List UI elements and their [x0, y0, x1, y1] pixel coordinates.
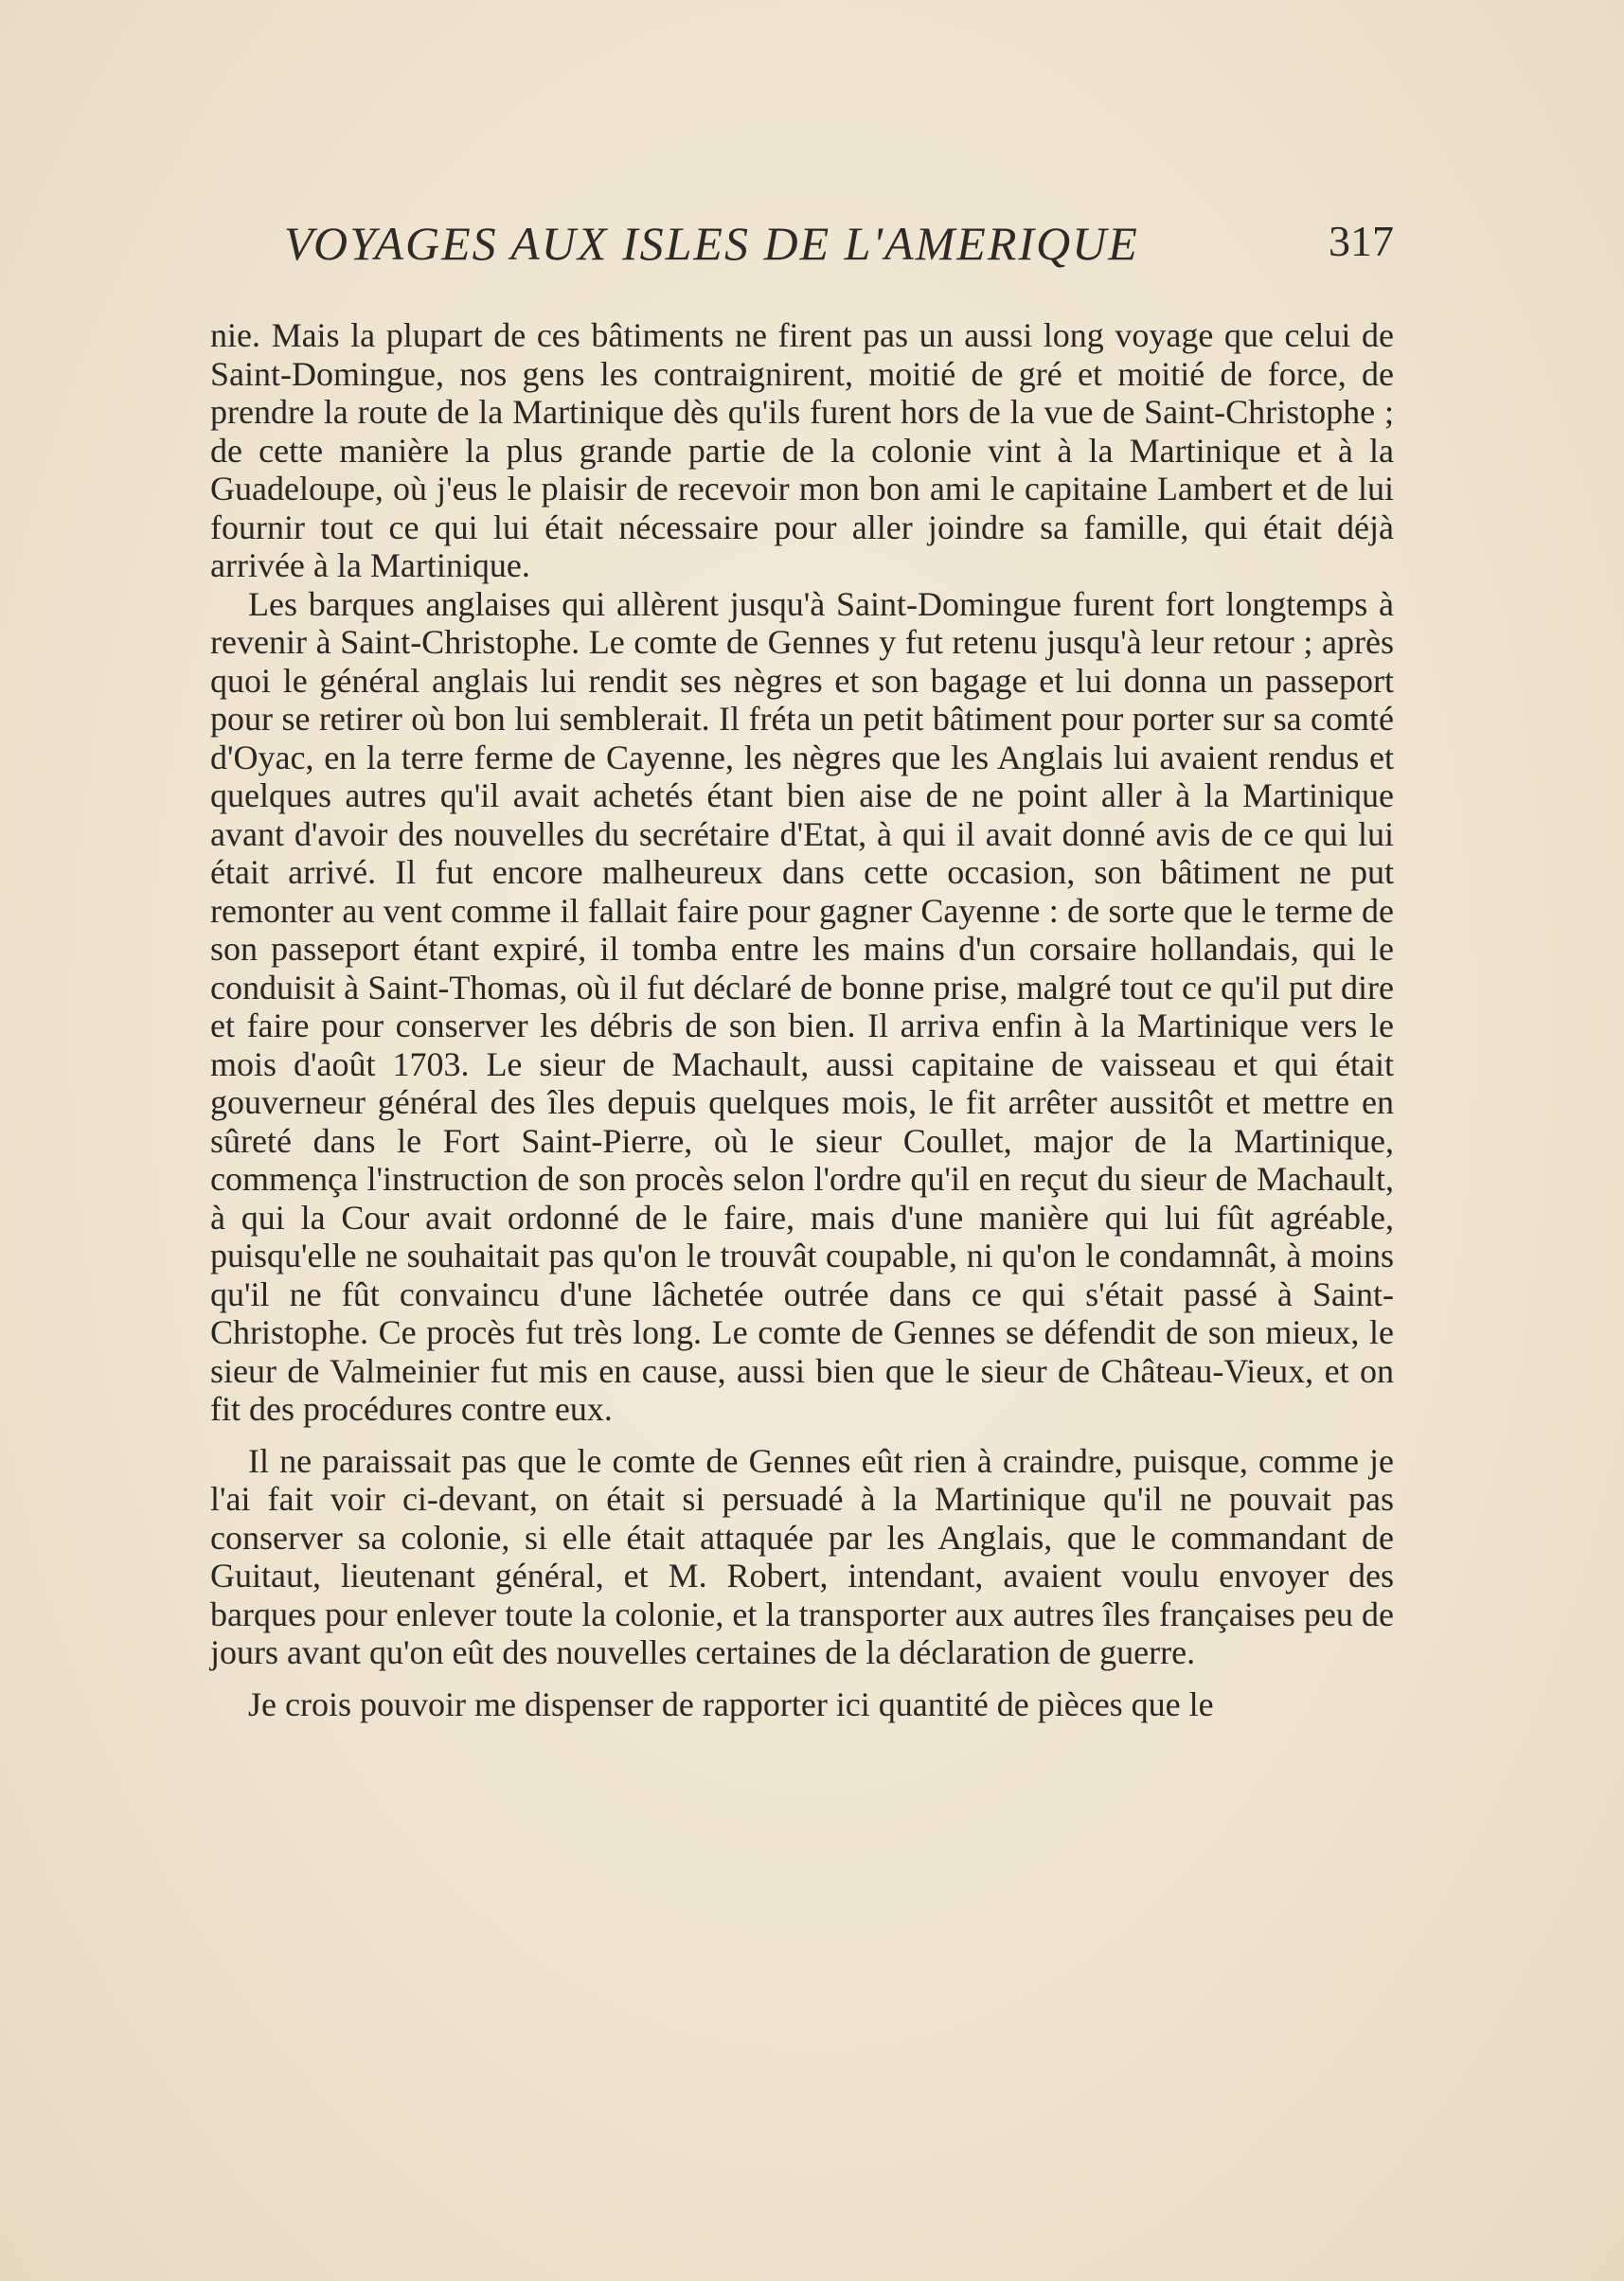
page-header — [284, 216, 1394, 282]
paragraph-3: Il ne paraissait pas que le comte de Gennes eût rien à craindre, puisque, comme je l'ai fait voir ci-devant, on était si persuadé à la Martinique qu'il ne pouvait pas conserver sa colonie, si elle était attaquée par les Anglais, que le commandant de Guitaut, lieutenant général, et M. Robert, intendant, avaient voulu envoyer des barques pour enlever toute la colonie, et la transporter aux autres îles françaises peu de jours avant qu'on eût des nouvelles certaines de la déclaration de guerre. — [210, 1441, 1394, 1671]
paragraph-4: Je crois pouvoir me dispenser de rapporter ici quantité de pièces que le — [248, 1684, 1214, 1723]
paragraph-1: nie. Mais la plupart de ces bâtiments ne firent pas un aussi long voyage que celui de Saint-Domingue, nos gens les contraignirent, moitié de gré et moitié de force, de prendre la route de la Martinique dès qu'ils furent hors de la vue de Saint-Christophe ; de cette manière la plus grande partie de la colonie vint à la Martinique et à la Guadeloupe, où j'eus le plaisir de recevoir mon bon ami le capitaine Lambert et de lui fournir tout ce qui lui était nécessaire pour aller joindre sa famille, qui était déjà arrivée à la Martinique. — [210, 316, 1394, 584]
body-text — [210, 316, 1394, 1723]
paragraph-2: Les barques anglaises qui allèrent jusqu'à Saint-Domingue furent fort longtemps à revenir à Saint-Christophe. Le comte de Gennes y fut retenu jusqu'à leur retour ; après quoi le général anglais lui rendit ses nègres et son bagage et lui donna un passeport pour se retirer où bon lui semblerait. Il fréta un petit bâtiment pour porter sur sa comté d'Oyac, en la terre ferme de Cayenne, les nègres que les Anglais lui avaient rendus et quelques autres qu'il avait achetés étant bien aise de ne point aller à la Martinique avant d'avoir des nouvelles du secrétaire d'Etat, à qui il avait donné avis de ce qui lui était arrivé. Il fut encore malheureux dans cette occasion, son bâtiment ne put remonter au vent comme il fallait faire pour gagner Cayenne : de sorte que le terme de son passeport étant expiré, il tomba entre les mains d'un corsaire hollandais, qui le conduisit à Saint-Thomas, où il fut déclaré de bonne prise, malgré tout ce qu'il put dire et faire pour conserver les débris de son bien. Il arriva enfin à la Martinique vers le mois d'août 1703. Le sieur de Machault, aussi capitaine de vaisseau et qui était gouverneur général des îles depuis quelques mois, le fit arrêter aussitôt et mettre en sûreté dans le Fort Saint-Pierre, où le sieur Coullet, major de la Martinique, commença l'instruction de son procès selon l'ordre qu'il en reçut du sieur de Machault, à qui la Cour avait ordonné de le faire, mais d'une manière qui lui fût agréable, puisqu'elle ne souhaitait pas qu'on le trouvât coupable, ni qu'on le condamnât, à moins qu'il ne fût convaincu d'une lâchetée outrée dans ce qui s'était passé à Saint-Christophe. Ce procès fut très long. Le comte de Gennes se défendit de son mieux, le sieur de Valmeinier fut mis en cause, aussi bien que le sieur de Château-Vieux, et on fit des procédures contre eux. — [210, 584, 1394, 1428]
page-number: 317 — [1329, 217, 1394, 265]
running-title: VOYAGES AUX ISLES DE L'AMERIQUE — [284, 217, 1139, 270]
